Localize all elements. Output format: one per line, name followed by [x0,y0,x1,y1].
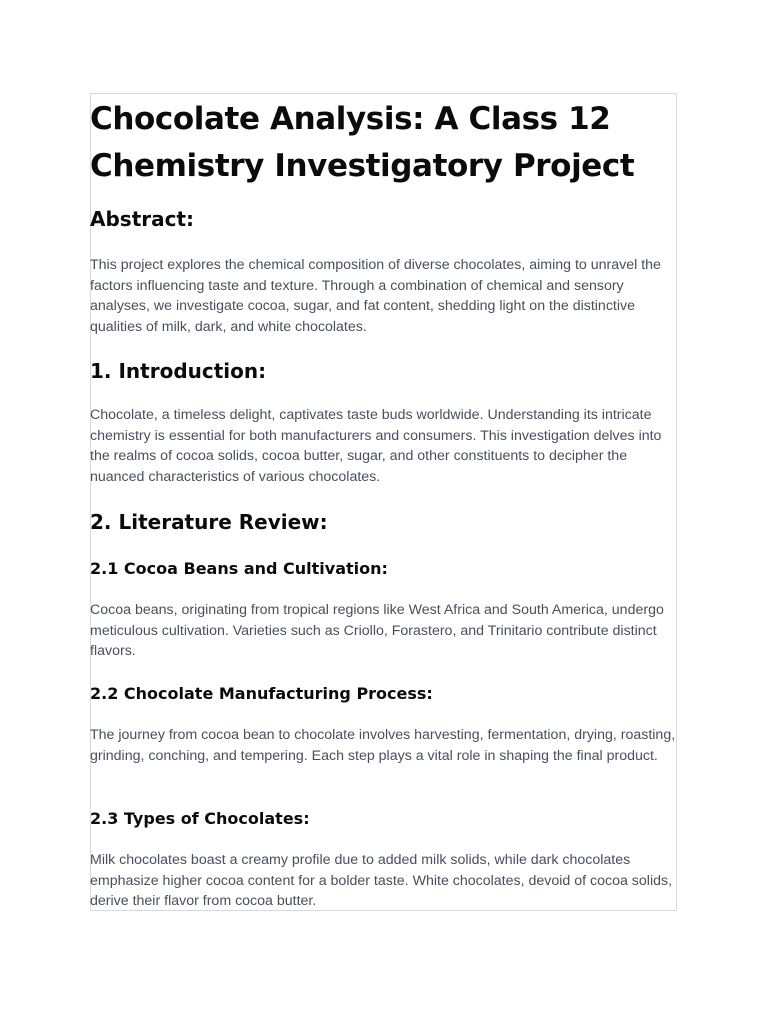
subsection-body-2-2: The journey from cocoa bean to chocolate involves harvesting, fermentation, drying, roasting, grinding, conching, and tempering. Each step plays a vital role in shaping the final product. [90,727,676,764]
subsection-heading-2-3: 2.3 Types of Chocolates: [90,809,310,828]
abstract-heading: Abstract: [90,207,195,231]
subsection-heading-2-1: 2.1 Cocoa Beans and Cultivation: [90,559,388,578]
document-title: Chocolate Analysis: A Class 12 Chemistry Investigatory Project [90,101,635,184]
literature-review-heading: 2. Literature Review: [90,510,328,534]
subsection-body-2-1: Cocoa beans, originating from tropical regions like West Africa and South America, undergo meticulous cultivation. Varieties such as Criollo, Forastero, and Trinitario contribute distinct flavors. [90,602,664,660]
introduction-body: Chocolate, a timeless delight, captivates taste buds worldwide. Understanding its intricate chemistry is essential for both manufacturers and consumers. This investigation delves into the realms of cocoa solids, cocoa butter, sugar, and other constituents to decipher the nuanced characteristics of various chocolates. [90,407,662,485]
introduction-heading: 1. Introduction: [90,359,267,383]
subsection-heading-2-2: 2.2 Chocolate Manufacturing Process: [90,684,433,703]
abstract-body: This project explores the chemical composition of diverse chocolates, aiming to unravel the factors influencing taste and texture. Through a combination of chemical and sensory analyses, we investigate cocoa, sugar, and fat content, shedding light on the distinctive qualities of milk, dark, and white chocolates. [90,257,661,335]
subsection-body-2-3: Milk chocolates boast a creamy profile due to added milk solids, while dark chocolates emphasize higher cocoa content for a bolder taste. White chocolates, devoid of cocoa solids, derive their flavor from cocoa butter. [90,852,673,910]
